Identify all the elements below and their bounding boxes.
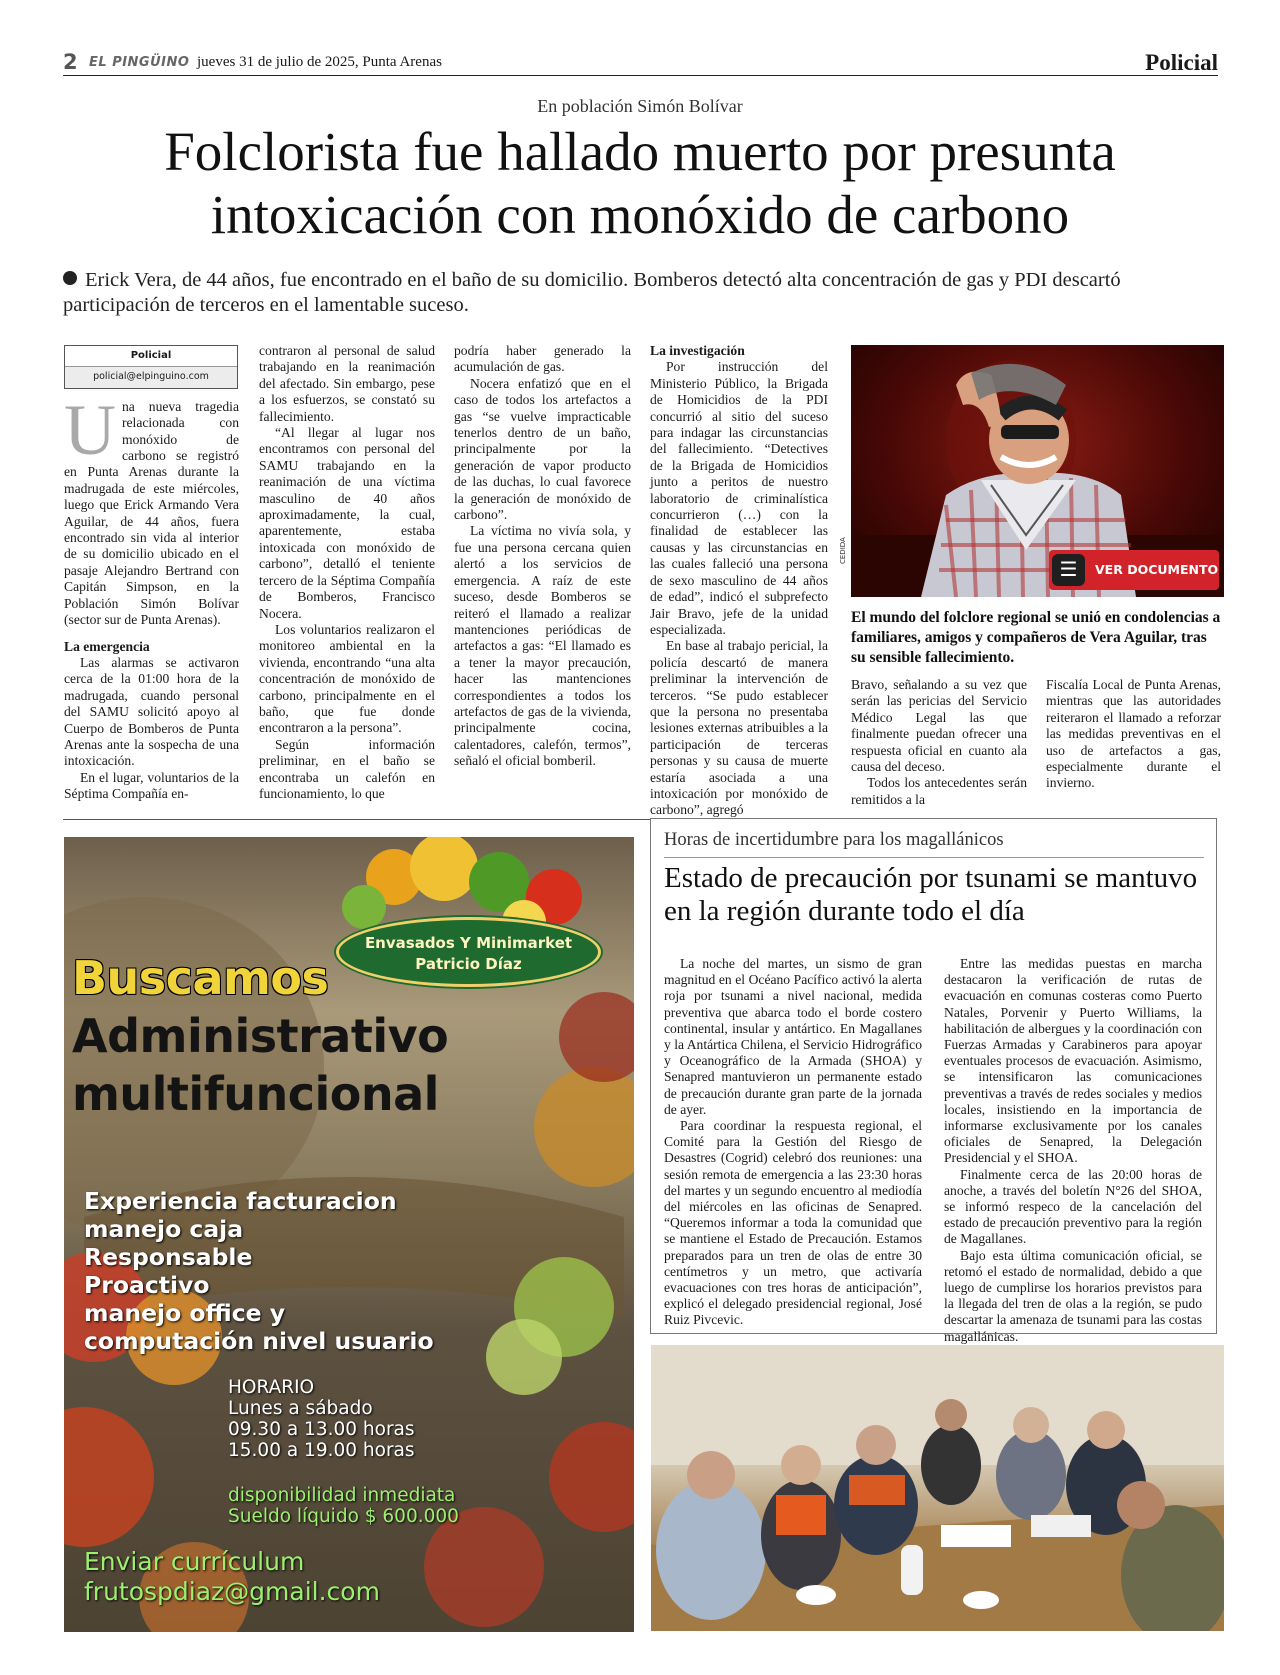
job-advertisement xyxy=(64,837,634,1632)
article-headline: Folclorista fue hallado muerto por presunta intoxicación con monóxido de carbono xyxy=(164,121,1116,245)
bullet-icon xyxy=(63,271,77,285)
logo-line-1: Envasados Y Minimarket xyxy=(364,934,573,952)
body-paragraph: Los voluntarios realizaron el monitoreo ambiental en la vivienda, encontrando “una alta concentración de monóxido de carbono, principalmente en el baño, que fue donde encontraron a la persona”. xyxy=(259,621,435,736)
document-icon: ☰ xyxy=(1052,554,1085,586)
requirement-item: manejo caja xyxy=(84,1215,244,1243)
ad-headline-line: Buscamos xyxy=(72,951,329,1005)
divider xyxy=(664,857,1204,858)
photo-credit: CEDIDA xyxy=(839,537,847,564)
body-paragraph: podría haber generado la acumulación de gas. xyxy=(454,343,631,375)
page-header xyxy=(63,50,1218,76)
page-number: 2 xyxy=(63,50,78,74)
ad-conditions xyxy=(228,1485,459,1527)
tag-section: Policial xyxy=(65,346,237,367)
body-paragraph: Las alarmas se activaron cerca de la 01:00 hora de la madrugada, cuando personal del SAMU solicitó apoyo al Cuerpo de Bomberos de Punta Arenas ante la sospecha de una intoxicación. xyxy=(64,654,239,769)
ver-documento-button[interactable] xyxy=(1049,550,1219,590)
article-column-5 xyxy=(851,677,1027,808)
body-paragraph: Por instrucción del Ministerio Público, la Brigada de Homicidios de la PDI concurrió al sitio del suceso para indagar las circunstancias del fallecimiento. “Detectives de la Brigada de Homicidios junto a peritos de nuestro laboratorio de criminalística concurrieron (…) con la finalidad de establecer las causas y las circunstancias en las cuales falleció una persona de sexo masculino de 44 años de edad”, indicó el subprefecto Jair Bravo, jefe de la unidad especializada. xyxy=(650,359,828,637)
ad-contact xyxy=(84,1547,380,1607)
body-paragraph: Nocera enfatizó que en el caso de todos los artefactos a gas “se vuelve impracticable tenerlos dentro de un baño, principalmente por la generación de vapor producto de las duchas, lo cual favorece la generación de monóxido de carbono”. xyxy=(454,375,631,523)
ad-headline xyxy=(72,949,632,1123)
logo-line-2: Patricio Díaz xyxy=(415,955,522,973)
body-paragraph: Todos los antecedentes serán remitidos a la xyxy=(851,775,1027,807)
requirement-item: Responsable xyxy=(84,1243,253,1271)
body-paragraph: En el lugar, voluntarios de la Séptima Compañía en- xyxy=(64,769,239,802)
send-cv-label: Enviar currículum xyxy=(84,1547,305,1576)
body-paragraph: Según información preliminar, en el baño se encontraba un calefón en funcionamiento, lo que xyxy=(259,736,435,801)
tag-email[interactable]: policial@elpinguino.com xyxy=(65,367,237,387)
newspaper-logo: EL PINGÜINO xyxy=(89,55,190,70)
article-kicker: En población Simón Bolívar xyxy=(537,96,743,116)
body-paragraph: Finalmente cerca de las 20:00 horas de anoche, a través del boletín N°26 del SHOA, se informó respeco de la cancelación del estado de precaución preventivo para la región de Magallanes. xyxy=(944,1166,1202,1247)
requirement-item: manejo office y xyxy=(84,1299,286,1327)
ad-headline-line: multifuncional xyxy=(72,1067,439,1121)
ver-documento-label: VER DOCUMENTO xyxy=(1095,562,1219,577)
schedule-shift: 09.30 a 13.00 horas xyxy=(228,1419,415,1440)
section-title: Policial xyxy=(1145,50,1218,75)
body-paragraph: En base al trabajo pericial, la policía descartó de manera preliminar la intervención de terceros. “Se pudo establecer que la persona no presentaba lesiones externas atribuibles a la participación de terceras personas y su causa de muerte estaría asociada a una intoxicación por monóxido de carbono”, agregó xyxy=(650,638,828,818)
photo-caption: El mundo del folclore regional se unió en condolencias a familiares, amigos y compañeros de Vera Aguilar, tras su sensible fallecimiento. xyxy=(851,609,1221,666)
article-column-6 xyxy=(1046,677,1221,792)
schedule-shift: 15.00 a 19.00 horas xyxy=(228,1440,415,1461)
body-paragraph: Bravo, señalando a su vez que serán las pericias del Servicio Médico Legal las que finalmente puedan ofrecer una respuesta oficial en cuanto ala causa del deceso. xyxy=(851,677,1027,775)
subheading: La investigación xyxy=(650,343,745,358)
ad-headline-line: Administrativo xyxy=(72,1009,449,1063)
body-paragraph: Para coordinar la respuesta regional, el Comité para la Gestión del Riesgo de Desastres (Cogrid) celebró dos reuniones: una sesión remota de emergencia a las 23:30 horas del martes y un segundo encuentro al mediodía del miércoles en las oficinas de Senapred. “Queremos informar a toda la comunidad que se mantiene el Estado de Precaución. Estamos preparados para un tren de olas de entre 30 centímetros y un metro, que activaría evacuaciones con tres horas de anticipación”, explicó el delegado presidencial regional, José Ruiz Pivcevic. xyxy=(664,1118,922,1328)
article-summary xyxy=(63,268,1218,318)
body-paragraph: La víctima no vivía sola, y fue una persona cercana quien alertó a los servicios de emergencia. A raíz de este suceso, desde Bomberos se reiteró el llamado a realizar mantenciones periódicas de artefactos a gas: “El llamado es a tener la mayor precaución, hacer las mantenciones correspondientes a todos los artefactos de gas de la vivienda, principalmente cocina, calentadores, calefón, termos”, señaló el oficial bomberil. xyxy=(454,523,631,769)
divider xyxy=(63,819,650,820)
drop-cap: U xyxy=(64,389,116,470)
body-paragraph: Bajo esta última comunicación oficial, se retomó el estado de normalidad, debido a que luego de cumplirse los horarios previstos para la llegada del tren de olas a la región, se pudo descartar la amenaza de tsunami para las costas magallánicas. xyxy=(944,1247,1202,1344)
requirement-item: Proactivo xyxy=(84,1271,210,1299)
article-column-3 xyxy=(454,343,631,770)
article2-headline: Estado de precaución por tsunami se mantuvo en la región durante todo el día xyxy=(664,862,1198,927)
article-column-2 xyxy=(259,343,435,802)
article2-column-1 xyxy=(664,956,922,1329)
salary: Sueldo líquido $ 600.000 xyxy=(228,1506,459,1527)
body-paragraph: Entre las medidas puestas en marcha destacaron la verificación de rutas de evacuación en comunas costeras como Puerto Natales, Porvenir y Puerto Williams, la habilitación de albergues y la coordinación con Fuerzas Armadas y Carabineros para apoyar eventuales procesos de evacuación. Asimismo, se intensificaron las comunicaciones preventivas a través de redes sociales y medios locales, insistiendo en la importancia de informarse exclusivamente por los canales oficiales de Senapred, la Delegación Presidencial y el SHOA. xyxy=(944,956,1202,1166)
article2-column-2 xyxy=(944,956,1202,1345)
body-paragraph: Fiscalía Local de Punta Arenas, mientras que las autoridades reiteraron el llamado a reforzar las medidas preventivas en el uso de artefactos a gas, especialmente durante el invierno. xyxy=(1046,677,1221,791)
contact-email[interactable]: frutospdiaz@gmail.com xyxy=(84,1577,380,1606)
article-column-4 xyxy=(650,343,828,819)
ad-requirements xyxy=(84,1187,624,1355)
meeting-photo xyxy=(651,1345,1224,1631)
schedule-days: Lunes a sábado xyxy=(228,1398,373,1419)
schedule-title: HORARIO xyxy=(228,1377,315,1398)
body-paragraph: na nueva tragedia relacionada con monóxido de carbono se registró en Punta Arenas durante la madrugada de este miércoles, luego que Erick Armando Vera Aguilar, de 44 años, fuera encontrado sin vida al interior de su domicilio ubicado en el pasaje Alejandro Bertrand con Capitán Simpson, en la Población Simón Bolívar (sector sur de Punta Arenas). xyxy=(64,398,239,628)
section-tag xyxy=(64,345,238,389)
dateline: jueves 31 de julio de 2025, Punta Arenas xyxy=(197,54,442,70)
meeting-illustration xyxy=(651,1345,1224,1631)
subheading: La emergencia xyxy=(64,638,150,654)
requirement-item: computación nivel usuario xyxy=(84,1327,434,1355)
summary-text: Erick Vera, de 44 años, fue encontrado en el baño de su domicilio. Bomberos detectó alta concentración de gas y PDI descartó participación de terceros en el lamentable suceso. xyxy=(63,269,1121,316)
body-paragraph: contraron al personal de salud trabajando en la reanimación del afectado. Sin embargo, pese a los esfuerzos, se constató su fallecimiento. xyxy=(259,343,435,424)
ad-schedule xyxy=(228,1377,415,1461)
article2-kicker: Horas de incertidumbre para los magallánicos xyxy=(664,830,1004,850)
availability: disponibilidad inmediata xyxy=(228,1485,456,1506)
requirement-item: Experiencia facturacion xyxy=(84,1187,397,1215)
body-paragraph: “Al llegar al lugar nos encontramos con personal del SAMU trabajando en la reanimación de una víctima masculino de 40 años aproximadamente, la cual, aparentemente, estaba intoxicada con monóxido de carbono”, detalló el teniente tercero de la Séptima Compañía de Bomberos, Francisco Nocera. xyxy=(259,425,435,621)
folclorista-photo xyxy=(851,345,1224,597)
body-paragraph: La noche del martes, un sismo de gran magnitud en el Océano Pacífico activó la alerta roja por tsunami a nivel nacional, medida preventiva que abarca todo el borde costero continental, insular y antártico. En Magallanes y la Antártica Chilena, el Servicio Hidrográfico y Oceanográfico de la Armada (SHOA) y Senapred mantuvieron un permanente estado de precaución durante gran parte de la jornada de ayer. xyxy=(664,956,922,1117)
article-column-1 xyxy=(64,345,239,803)
